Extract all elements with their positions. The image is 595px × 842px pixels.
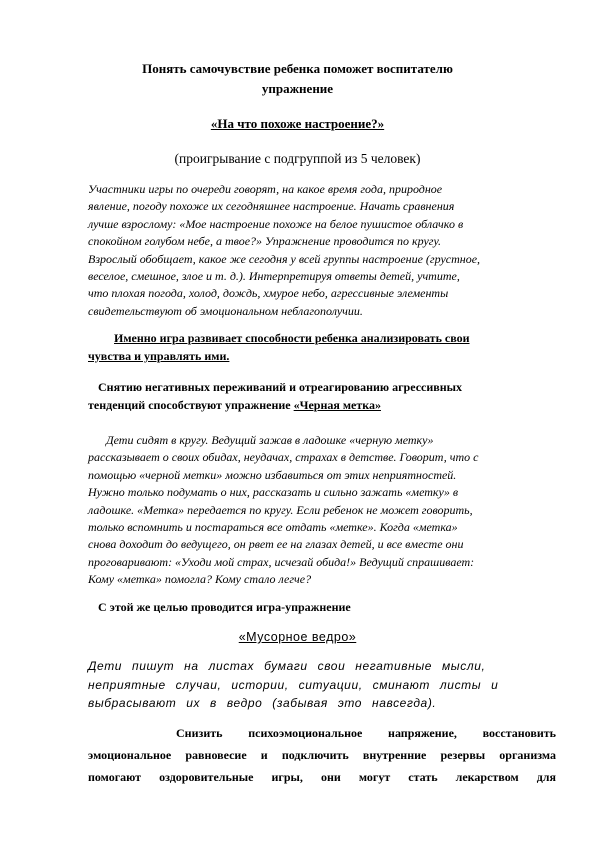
- closing-paragraph: [88, 722, 556, 788]
- text-line: снова доходит до ведущего, он рвет ее на глазах детей, и все вместе они: [88, 537, 464, 552]
- text-line: рассказывает о своих обидах, неудачах, страхах в детстве. Говорит, что с: [88, 450, 479, 465]
- exercise-1-title: «На что похоже настроение?»: [210, 116, 385, 131]
- text-line: выбрасывают их в ведро (забывая это навсегда).: [88, 696, 437, 710]
- text-line: эмоциональное равновесие и подключить внутренние резервы организма: [88, 748, 556, 762]
- exercise-1-subtitle: (проигрывание с подгруппой из 5 человек): [174, 151, 421, 166]
- text-line: только вспомнить и постараться все отдать «метке». Когда «метка»: [88, 520, 458, 535]
- text-line: ладошке. «Метка» передается по кругу. Если ребенок не может говорить,: [88, 502, 473, 517]
- game-note-line-1: Именно игра развивает способности ребенка анализировать свои: [114, 331, 470, 345]
- game-note-line-2: чувства и управлять ими.: [88, 348, 230, 363]
- page-heading: [90, 59, 505, 99]
- exercise-3-intro-line: С этой же целью проводится игра-упражнение: [98, 600, 351, 614]
- heading-line-2: упражнение: [261, 81, 334, 96]
- exercise-3-description: [88, 657, 554, 713]
- exercise-2-description: [88, 432, 540, 589]
- text-line: Кому «метка» помогла? Кому стало легче?: [88, 572, 312, 587]
- text-line: Дети сидят в кругу. Ведущий зажав в ладошке «черную метку»: [106, 433, 434, 447]
- exercise-1-description: [88, 181, 540, 320]
- text-line: Взрослый обобщает, какое же сегодня у всей группы настроение (грустное,: [88, 251, 481, 266]
- text-line: помогают оздоровительные игры, они могут стать лекарством для: [88, 770, 556, 784]
- text-line: спокойном голубом небе, а твое?» Упражнение проводится по кругу.: [88, 234, 442, 249]
- text-line: что плохая погода, холод, дождь, хмурое небо, агрессивные элементы: [88, 286, 449, 301]
- exercise-3-title: «Мусорное ведро»: [238, 630, 357, 644]
- text-line: Участники игры по очереди говорят, на какое время года, природное: [88, 182, 443, 196]
- text-line: свидетельствуют об эмоциональном неблагополучии.: [88, 303, 363, 318]
- text-line: проговаривают: «Уходи мой страх, исчезай обида!» Ведущий спрашивает:: [88, 554, 475, 569]
- text-line: лучше взрослому: «Мое настроение похоже на белое пушистое облачко в: [88, 216, 464, 231]
- text-line: помощью «черной метки» можно избавиться от этих неприятностей.: [88, 467, 457, 482]
- exercise-2-name: «Черная метка»: [293, 398, 381, 412]
- exercise-2-intro-line-2: тенденций способствуют упражнение: [88, 398, 294, 412]
- text-line: веселое, смешное, злое и т. д.). Интерпретируя ответы детей, учтите,: [88, 269, 460, 284]
- exercise-2-intro: [88, 378, 543, 414]
- text-line: Дети пишут на листах бумаги свои негативные мысли,: [88, 659, 486, 673]
- text-line: Нужно только подумать о них, рассказать и сильно зажать «метку» в: [88, 485, 459, 500]
- text-line: Снизить психоэмоциональное напряжение, восстановить: [176, 726, 556, 740]
- text-line: неприятные случаи, истории, ситуации, сминают листы и: [88, 677, 499, 692]
- heading-line-1: Понять самочувствие ребенка поможет воспитателю: [142, 61, 453, 76]
- text-line: явление, погоду похоже их сегодняшнее настроение. Начать сравнения: [88, 199, 455, 214]
- game-note: [88, 330, 470, 365]
- exercise-2-intro-line-1: Снятию негативных переживаний и отреагированию агрессивных: [98, 380, 463, 394]
- exercise-3-intro: [98, 598, 553, 616]
